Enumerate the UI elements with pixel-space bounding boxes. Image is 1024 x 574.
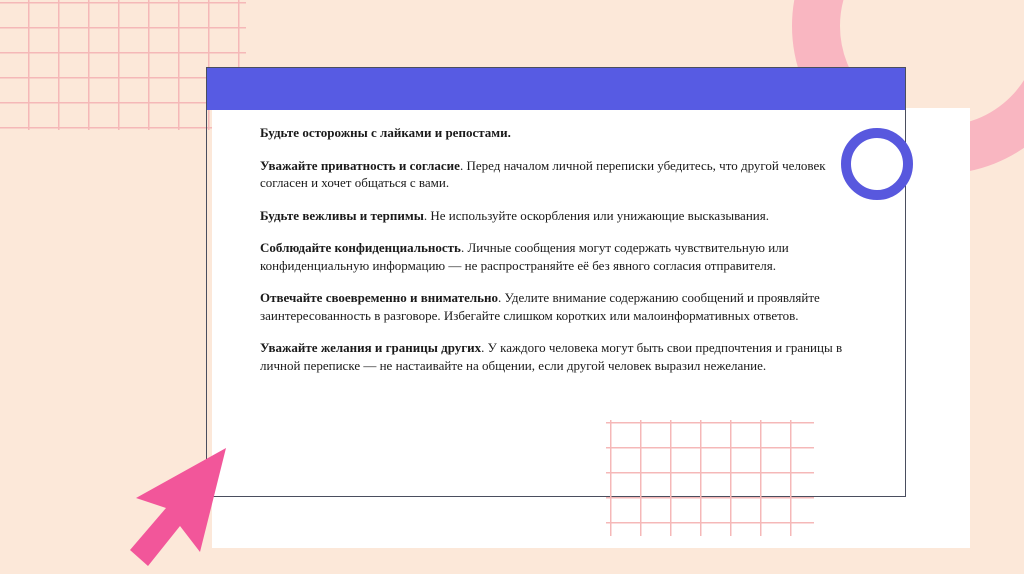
decorative-grid-bottom-right bbox=[606, 420, 814, 536]
paragraph-heading: Уважайте приватность и согласие bbox=[260, 157, 460, 173]
cursor-arrow-shape bbox=[130, 448, 226, 566]
cursor-arrow-icon bbox=[128, 446, 232, 568]
paragraph-respond bbox=[260, 289, 850, 324]
paragraph-body: . Перед началом личной переписки убедитесь, что другой человек согласен и хочет общаться с вами. bbox=[260, 157, 826, 190]
paragraph-body: . Уделите внимание содержанию сообщений и проявляйте заинтересованность в разговоре. Избегайте слишком коротких или малоинформативных ответов. bbox=[260, 290, 820, 323]
paragraph-boundaries bbox=[260, 339, 850, 374]
paragraph-politeness bbox=[260, 207, 850, 225]
paragraph-heading: Уважайте желания и границы других bbox=[260, 340, 482, 355]
paragraph-heading: Будьте осторожны с лайками и репостами. bbox=[260, 125, 511, 140]
paragraph-body: . Не используйте оскорбления или унижающие высказывания. bbox=[423, 207, 769, 223]
paragraph-privacy bbox=[260, 157, 850, 192]
slide-header-bar bbox=[207, 68, 905, 110]
paragraph-body: . У каждого человека могут быть свои предпочтения и границы в личной переписке — не настаивайте на общении, если другой человек выразил нежелание. bbox=[260, 340, 843, 373]
paragraph-heading: Будьте вежливы и терпимы bbox=[260, 207, 424, 223]
paragraph-heading: Соблюдайте конфиденциальность bbox=[260, 240, 461, 255]
paragraph-likes bbox=[260, 124, 850, 142]
slide-content bbox=[260, 124, 850, 389]
decorative-ring-blue bbox=[841, 128, 913, 200]
paragraph-confidentiality bbox=[260, 239, 850, 274]
paragraph-body: . Личные сообщения могут содержать чувствительную или конфиденциальную информацию — не распространяйте её без явного согласия отправителя. bbox=[260, 240, 789, 273]
paragraph-heading: Отвечайте своевременно и внимательно bbox=[260, 290, 499, 305]
